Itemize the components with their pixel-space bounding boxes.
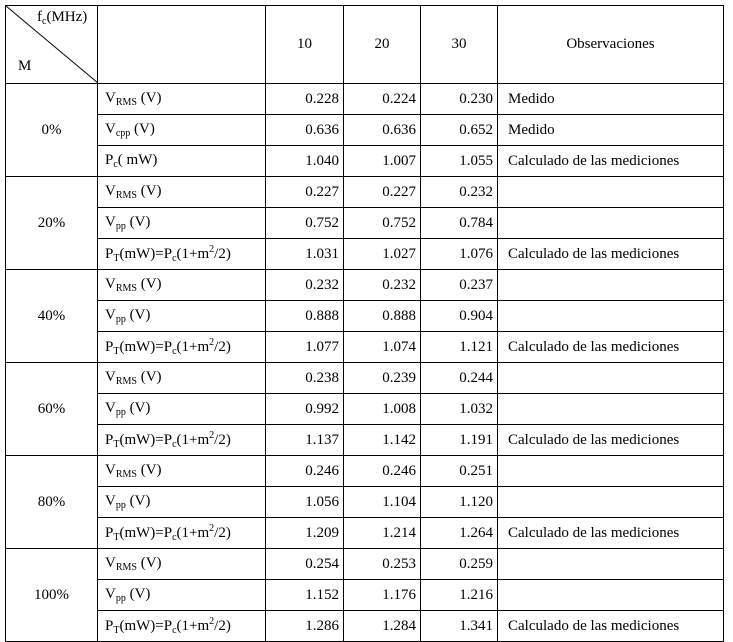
measurement-table xyxy=(5,5,724,642)
quantity-part: (1+m xyxy=(176,525,210,541)
value-cell: 0.232 xyxy=(421,177,498,208)
quantity-part: ( mW) xyxy=(117,152,158,168)
quantity-part: c xyxy=(172,253,177,264)
table-row xyxy=(6,518,724,549)
observation-cell: Medido xyxy=(498,84,724,115)
quantity-cell xyxy=(98,146,266,177)
quantity-cell xyxy=(98,580,266,611)
quantity-part: (V) xyxy=(130,121,155,137)
table-row xyxy=(6,177,724,208)
quantity-part: /2) xyxy=(214,246,231,262)
quantity-part: RMS xyxy=(115,376,137,387)
quantity-cell xyxy=(98,208,266,239)
quantity-part: P xyxy=(105,152,114,168)
quantity-part: P xyxy=(105,618,114,634)
quantity-part: (1+m xyxy=(176,432,210,448)
quantity-part: 2 xyxy=(209,244,215,255)
quantity-part: T xyxy=(113,346,120,357)
quantity-cell xyxy=(98,394,266,425)
value-cell: 0.224 xyxy=(344,84,421,115)
table-row xyxy=(6,301,724,332)
quantity-part: 2 xyxy=(209,616,215,627)
modulation-index-cell: 20% xyxy=(6,177,98,270)
value-cell: 0.237 xyxy=(421,270,498,301)
table-row xyxy=(6,425,724,456)
quantity-part: RMS xyxy=(115,97,137,108)
value-cell: 1.121 xyxy=(421,332,498,363)
frequency-header-10: 10 xyxy=(266,6,344,84)
table-row xyxy=(6,456,724,487)
value-cell: 1.055 xyxy=(421,146,498,177)
value-cell: 1.209 xyxy=(266,518,344,549)
quantity-cell xyxy=(98,456,266,487)
value-cell: 0.238 xyxy=(266,363,344,394)
quantity-part: (V) xyxy=(125,493,151,509)
observation-cell: Calculado de las mediciones xyxy=(498,146,724,177)
observation-cell: Medido xyxy=(498,115,724,146)
quantity-part: (V) xyxy=(136,369,162,385)
quantity-part: T xyxy=(113,532,120,543)
quantity-part: (V) xyxy=(125,307,151,323)
quantity-part: T xyxy=(113,253,120,264)
quantity-part: T xyxy=(113,439,120,450)
quantity-cell xyxy=(98,84,266,115)
observation-cell xyxy=(498,456,724,487)
observation-cell xyxy=(498,549,724,580)
table-row xyxy=(6,84,724,115)
value-cell: 0.244 xyxy=(421,363,498,394)
value-cell: 0.888 xyxy=(266,301,344,332)
quantity-cell xyxy=(98,363,266,394)
table-row xyxy=(6,394,724,425)
quantity-cell xyxy=(98,518,266,549)
quantity-part: c xyxy=(172,346,177,357)
observation-cell: Calculado de las mediciones xyxy=(498,518,724,549)
quantity-cell xyxy=(98,425,266,456)
value-cell: 0.239 xyxy=(344,363,421,394)
table-row xyxy=(6,580,724,611)
value-cell: 0.228 xyxy=(266,84,344,115)
value-cell: 1.008 xyxy=(344,394,421,425)
quantity-part: V xyxy=(105,462,116,478)
value-cell: 0.636 xyxy=(344,115,421,146)
value-cell: 1.286 xyxy=(266,611,344,642)
quantity-part: P xyxy=(105,432,114,448)
value-cell: 1.056 xyxy=(266,487,344,518)
quantity-part: V xyxy=(105,214,116,230)
modulation-index-cell: 0% xyxy=(6,84,98,177)
value-cell: 0.652 xyxy=(421,115,498,146)
quantity-part: (V) xyxy=(136,276,162,292)
quantity-part: (V) xyxy=(136,555,162,571)
quantity-part: T xyxy=(113,625,120,636)
value-cell: 1.137 xyxy=(266,425,344,456)
quantity-part: pp xyxy=(115,314,126,325)
value-cell: 1.040 xyxy=(266,146,344,177)
quantity-part: 2 xyxy=(209,430,215,441)
quantity-part: (V) xyxy=(136,462,162,478)
frequency-header-30: 30 xyxy=(421,6,498,84)
quantity-part: (V) xyxy=(125,214,151,230)
observation-cell xyxy=(498,301,724,332)
quantity-cell xyxy=(98,177,266,208)
value-cell: 1.191 xyxy=(421,425,498,456)
quantity-part: pp xyxy=(115,221,126,232)
value-cell: 0.752 xyxy=(344,208,421,239)
value-cell: 1.032 xyxy=(421,394,498,425)
value-cell: 1.214 xyxy=(344,518,421,549)
quantity-part: (V) xyxy=(136,183,162,199)
quantity-part: c xyxy=(172,439,177,450)
quantity-part: (mW)=P xyxy=(119,432,173,448)
quantity-part: V xyxy=(105,121,116,137)
quantity-part: RMS xyxy=(115,562,137,573)
quantity-cell xyxy=(98,611,266,642)
value-cell: 0.784 xyxy=(421,208,498,239)
quantity-part: /2) xyxy=(214,339,231,355)
observation-cell xyxy=(498,177,724,208)
quantity-cell xyxy=(98,239,266,270)
value-cell: 0.246 xyxy=(344,456,421,487)
quantity-header-cell xyxy=(98,6,266,84)
quantity-part: P xyxy=(105,246,114,262)
quantity-part: (V) xyxy=(125,400,151,416)
header-row xyxy=(6,6,724,84)
value-cell: 0.253 xyxy=(344,549,421,580)
frequency-header-20: 20 xyxy=(344,6,421,84)
value-cell: 0.227 xyxy=(344,177,421,208)
observation-cell xyxy=(498,580,724,611)
quantity-part: (V) xyxy=(136,90,162,106)
observation-cell: Calculado de las mediciones xyxy=(498,239,724,270)
quantity-part: RMS xyxy=(115,190,137,201)
value-cell: 0.227 xyxy=(266,177,344,208)
observation-cell: Calculado de las mediciones xyxy=(498,425,724,456)
table-row xyxy=(6,487,724,518)
value-cell: 0.251 xyxy=(421,456,498,487)
quantity-part: (mW)=P xyxy=(119,525,173,541)
value-cell: 0.752 xyxy=(266,208,344,239)
quantity-part: V xyxy=(105,276,116,292)
value-cell: 1.074 xyxy=(344,332,421,363)
corner-header-cell xyxy=(6,6,98,84)
quantity-part: RMS xyxy=(115,469,137,480)
value-cell: 0.636 xyxy=(266,115,344,146)
quantity-part: (1+m xyxy=(176,618,210,634)
table-row xyxy=(6,208,724,239)
quantity-part: V xyxy=(105,369,116,385)
quantity-part: V xyxy=(105,493,116,509)
value-cell: 1.076 xyxy=(421,239,498,270)
value-cell: 0.246 xyxy=(266,456,344,487)
quantity-part: /2) xyxy=(214,432,231,448)
value-cell: 1.216 xyxy=(421,580,498,611)
quantity-part: P xyxy=(105,339,114,355)
value-cell: 1.120 xyxy=(421,487,498,518)
observation-cell xyxy=(498,270,724,301)
observation-cell: Calculado de las mediciones xyxy=(498,611,724,642)
table-row xyxy=(6,549,724,580)
quantity-part: c xyxy=(172,625,177,636)
value-cell: 0.904 xyxy=(421,301,498,332)
quantity-cell xyxy=(98,301,266,332)
table-row xyxy=(6,270,724,301)
quantity-part: RMS xyxy=(115,283,137,294)
table-row xyxy=(6,115,724,146)
quantity-part: 2 xyxy=(209,523,215,534)
modulation-index-cell: 60% xyxy=(6,363,98,456)
value-cell: 0.232 xyxy=(266,270,344,301)
quantity-part: cpp xyxy=(115,128,131,139)
quantity-part: c xyxy=(172,532,177,543)
value-cell: 1.077 xyxy=(266,332,344,363)
table-row xyxy=(6,611,724,642)
quantity-cell xyxy=(98,115,266,146)
value-cell: 1.027 xyxy=(344,239,421,270)
quantity-part: (mW)=P xyxy=(119,246,173,262)
value-cell: 1.142 xyxy=(344,425,421,456)
quantity-part: P xyxy=(105,525,114,541)
value-cell: 1.284 xyxy=(344,611,421,642)
modulation-index-cell: 40% xyxy=(6,270,98,363)
value-cell: 0.230 xyxy=(421,84,498,115)
observation-cell xyxy=(498,487,724,518)
value-cell: 1.341 xyxy=(421,611,498,642)
value-cell: 0.232 xyxy=(344,270,421,301)
value-cell: 1.176 xyxy=(344,580,421,611)
table-row xyxy=(6,363,724,394)
quantity-cell xyxy=(98,549,266,580)
table-row xyxy=(6,146,724,177)
value-cell: 0.254 xyxy=(266,549,344,580)
observation-cell xyxy=(498,208,724,239)
quantity-part: c xyxy=(113,159,118,170)
value-cell: 1.031 xyxy=(266,239,344,270)
modulation-index-cell: 80% xyxy=(6,456,98,549)
value-cell: 0.259 xyxy=(421,549,498,580)
table-row xyxy=(6,239,724,270)
quantity-part: 2 xyxy=(209,337,215,348)
frequency-axis-label: $f_c(MHz)$ xyxy=(37,9,88,27)
value-cell: 0.888 xyxy=(344,301,421,332)
value-cell: 1.264 xyxy=(421,518,498,549)
value-cell: 1.104 xyxy=(344,487,421,518)
quantity-part: /2) xyxy=(214,525,231,541)
table-row xyxy=(6,332,724,363)
value-cell: 0.992 xyxy=(266,394,344,425)
value-cell: 1.152 xyxy=(266,580,344,611)
quantity-part: (V) xyxy=(125,586,151,602)
quantity-part: V xyxy=(105,90,116,106)
quantity-part: (mW)=P xyxy=(119,618,173,634)
modulation-axis-label: M xyxy=(18,58,32,74)
modulation-index-cell: 100% xyxy=(6,549,98,642)
quantity-part: (mW)=P xyxy=(119,339,173,355)
quantity-part: /2) xyxy=(214,618,231,634)
quantity-cell xyxy=(98,487,266,518)
quantity-part: pp xyxy=(115,593,126,604)
quantity-cell xyxy=(98,332,266,363)
observations-header: Observaciones xyxy=(498,6,724,84)
quantity-part: V xyxy=(105,307,116,323)
quantity-part: V xyxy=(105,555,116,571)
value-cell: 1.007 xyxy=(344,146,421,177)
quantity-part: pp xyxy=(115,500,126,511)
quantity-part: V xyxy=(105,400,116,416)
quantity-part: pp xyxy=(115,407,126,418)
quantity-part: V xyxy=(105,586,116,602)
quantity-part: (1+m xyxy=(176,246,210,262)
quantity-part: (1+m xyxy=(176,339,210,355)
quantity-part: V xyxy=(105,183,116,199)
observation-cell xyxy=(498,394,724,425)
quantity-cell xyxy=(98,270,266,301)
observation-cell xyxy=(498,363,724,394)
observation-cell: Calculado de las mediciones xyxy=(498,332,724,363)
